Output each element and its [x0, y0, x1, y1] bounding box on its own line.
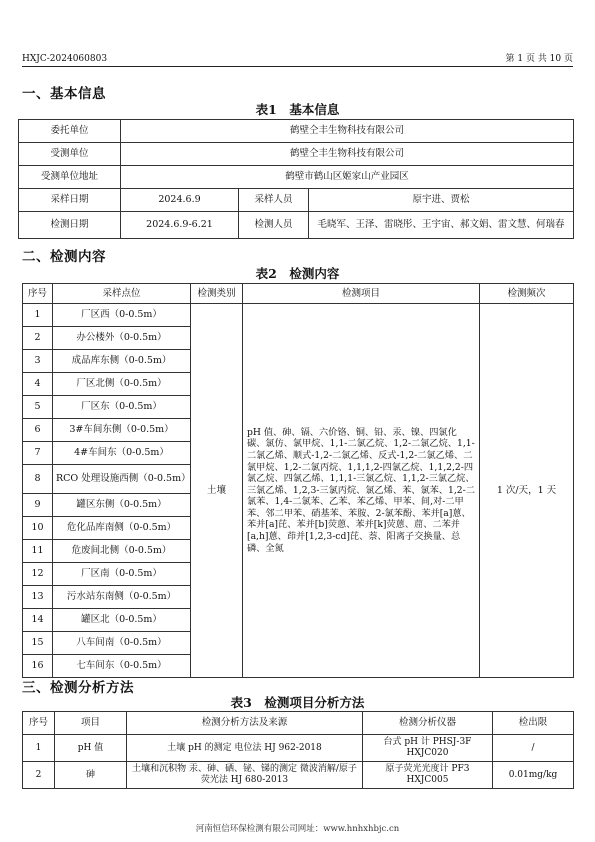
page-indicator: 第 1 页 共 10 页 — [505, 54, 573, 64]
basic-info-table — [18, 119, 574, 239]
test-date-label: 检测日期 — [19, 212, 121, 239]
analysis-instrument: 台式 pH 计 PHSJ-3F HXJC020 — [363, 735, 493, 762]
row-number: 13 — [23, 586, 53, 609]
tester-label: 检测人员 — [239, 212, 309, 239]
column-header: 检测频次 — [480, 284, 574, 304]
address-label: 受测单位地址 — [19, 166, 121, 189]
sampling-point: 厂区东（0-0.5m） — [53, 396, 191, 419]
table-row — [19, 143, 574, 166]
table2-caption: 表2 检测内容 — [255, 266, 340, 281]
row-number: 10 — [23, 517, 53, 540]
tester-value: 毛晓军、王泽、雷晓彤、王宇宙、郝文娟、雷文慧、何瑞春 — [309, 212, 574, 239]
page-footer: 河南恒信环保检测有限公司网址：www.hnhxhbjc.cn — [195, 824, 400, 834]
row-number: 15 — [23, 632, 53, 655]
sampling-point: 厂区南（0-0.5m） — [53, 563, 191, 586]
sampling-point: 厂区北侧（0-0.5m） — [53, 373, 191, 396]
client-value: 鹤壁仝丰生物科技有限公司 — [121, 120, 574, 143]
column-header: 序号 — [23, 712, 55, 735]
table-row — [19, 212, 574, 239]
row-number: 5 — [23, 396, 53, 419]
analysis-method-table — [22, 711, 574, 789]
address-value: 鹤壁市鹤山区姬家山产业园区 — [121, 166, 574, 189]
analysis-method: 土壤和沉积物 汞、砷、硒、铋、锑的测定 微波消解/原子荧光法 HJ 680-2013 — [127, 762, 363, 789]
sampling-point: 4#车间东（0-0.5m） — [53, 442, 191, 465]
sampling-point: 办公楼外（0-0.5m） — [53, 327, 191, 350]
analysis-item: 砷 — [55, 762, 127, 789]
row-number: 6 — [23, 419, 53, 442]
row-number: 1 — [23, 304, 53, 327]
table-row — [23, 762, 574, 789]
sampling-date-label: 采样日期 — [19, 189, 121, 212]
table-row — [19, 189, 574, 212]
sampling-point: RCO 处理设施西侧（0-0.5m） — [53, 465, 191, 494]
table-row — [23, 735, 574, 762]
table-header-row — [23, 284, 574, 304]
test-frequency: 1 次/天，1 天 — [480, 304, 574, 678]
detection-limit: / — [493, 735, 574, 762]
table3-caption: 表3 检测项目分析方法 — [230, 695, 365, 710]
sampling-point: 危化品库南侧（0-0.5m） — [53, 517, 191, 540]
row-number: 4 — [23, 373, 53, 396]
row-number: 9 — [23, 494, 53, 517]
sampling-point: 3#车间东侧（0-0.5m） — [53, 419, 191, 442]
sampling-date-value: 2024.6.9 — [121, 189, 239, 212]
sampling-point: 厂区西（0-0.5m） — [53, 304, 191, 327]
tested-label: 受测单位 — [19, 143, 121, 166]
sampler-value: 原宇进、贾松 — [309, 189, 574, 212]
section-basic-info-title: 一、基本信息 — [22, 86, 106, 102]
sampling-point: 罐区北（0-0.5m） — [53, 609, 191, 632]
column-header: 检测类别 — [191, 284, 243, 304]
analysis-instrument: 原子荧光光度计 PF3 HXJC005 — [363, 762, 493, 789]
column-header: 检测分析仪器 — [363, 712, 493, 735]
section-analysis-method-title: 三、检测分析方法 — [22, 680, 134, 696]
row-number: 3 — [23, 350, 53, 373]
column-header: 检测项目 — [243, 284, 480, 304]
sampling-point: 八车间南（0-0.5m） — [53, 632, 191, 655]
client-label: 委托单位 — [19, 120, 121, 143]
sampling-point: 成品库东侧（0-0.5m） — [53, 350, 191, 373]
column-header: 序号 — [23, 284, 53, 304]
table-header-row — [23, 712, 574, 735]
table-row — [23, 304, 574, 327]
table-row — [19, 120, 574, 143]
column-header: 检出限 — [493, 712, 574, 735]
analysis-item: pH 值 — [55, 735, 127, 762]
row-number: 14 — [23, 609, 53, 632]
column-header: 采样点位 — [53, 284, 191, 304]
sampling-point: 危废间北侧（0-0.5m） — [53, 540, 191, 563]
tested-value: 鹤壁仝丰生物科技有限公司 — [121, 143, 574, 166]
test-category: 土壤 — [191, 304, 243, 678]
table1-caption: 表1 基本信息 — [255, 102, 340, 117]
analysis-method: 土壤 pH 的测定 电位法 HJ 962-2018 — [127, 735, 363, 762]
header-rule — [22, 66, 573, 67]
row-number: 7 — [23, 442, 53, 465]
row-number: 1 — [23, 735, 55, 762]
sampling-point: 污水站东南侧（0-0.5m） — [53, 586, 191, 609]
test-content-table — [22, 283, 574, 678]
page-header — [22, 50, 573, 64]
section-test-content-title: 二、检测内容 — [22, 249, 106, 265]
row-number: 16 — [23, 655, 53, 678]
report-number: HXJC-2024060803 — [22, 54, 108, 64]
sampler-label: 采样人员 — [239, 189, 309, 212]
column-header: 检测分析方法及来源 — [127, 712, 363, 735]
sampling-point: 七车间东（0-0.5m） — [53, 655, 191, 678]
sampling-point: 罐区东侧（0-0.5m） — [53, 494, 191, 517]
test-date-value: 2024.6.9-6.21 — [121, 212, 239, 239]
row-number: 8 — [23, 465, 53, 494]
column-header: 项目 — [55, 712, 127, 735]
row-number: 12 — [23, 563, 53, 586]
table-row — [19, 166, 574, 189]
row-number: 11 — [23, 540, 53, 563]
row-number: 2 — [23, 762, 55, 789]
test-items: pH 值、砷、镉、六价铬、铜、铅、汞、镍、四氯化碳、氯仿、氯甲烷、1,1-二氯乙烷、1,2-二氯乙烷、1,1-二氯乙烯、顺式-1,2-二氯乙烯、反式-1,2-二氯乙烯、二氯甲烷、1,2-二氯丙烷、1,1,1,2-四氯乙烷、1,1,2,2-四氯乙烷、四氯乙烯、1,1,1-三氯乙烷、1,1,2-三氯乙烷、三氯乙烯、1,2,3-三氯丙烷、氯乙烯、苯、氯苯、1,2-二氯苯、1,4-二氯苯、乙苯、苯乙烯、甲苯、间,对-二甲苯、邻二甲苯、硝基苯、苯胺、2-氯苯酚、苯并[a]蒽、苯并[a]芘、苯并[b]荧蒽、苯并[k]荧蒽、䓛、二苯并[a,h]蒽、茚并[1,2,3-cd]芘、萘、阳离子交换量、总磷、全氮 — [243, 304, 480, 678]
detection-limit: 0.01mg/kg — [493, 762, 574, 789]
row-number: 2 — [23, 327, 53, 350]
